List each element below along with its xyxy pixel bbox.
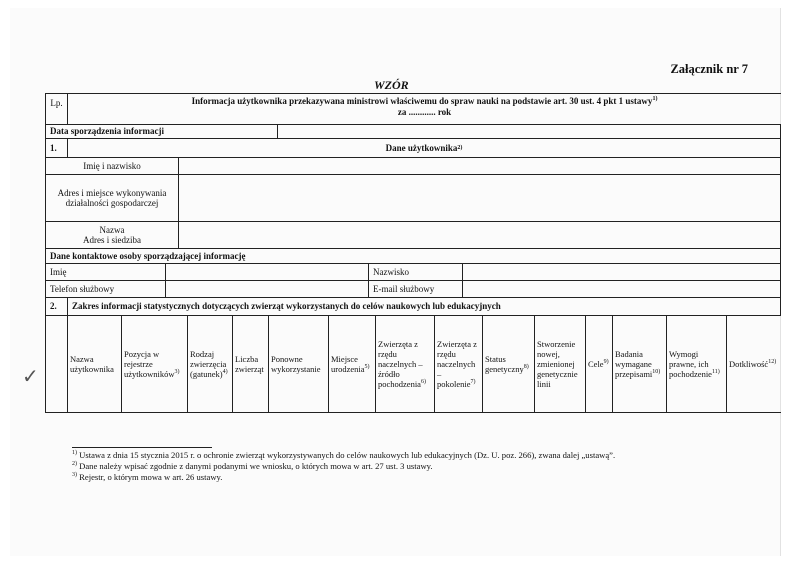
column-header — [535, 316, 586, 412]
footnotes — [72, 450, 615, 483]
column-header-footnote: 10) — [652, 369, 661, 376]
column-header-text: Wymogi prawne, ich pochodzenie — [669, 349, 712, 379]
column-header-text: Stworzenie nowej, zmienionej genetycznie linii — [537, 339, 578, 389]
column-header — [586, 316, 613, 412]
column-header-footnote: 4) — [222, 369, 228, 376]
email-field[interactable] — [463, 281, 781, 297]
year-line: za ............ rok — [397, 107, 452, 117]
column-header-footnote: 3) — [174, 369, 180, 376]
column-header-text: Liczba zwierząt — [235, 354, 264, 374]
phone-field[interactable] — [166, 281, 369, 297]
column-header-footnote: 8) — [523, 364, 529, 371]
column-header-text: Zwierzęta z rzędu naczelnych – źródło pochodzenia — [378, 339, 423, 389]
column-header-text: Status genetyczny — [485, 354, 524, 374]
section1-title: Dane użytkownika 2) — [68, 139, 781, 157]
footnote-text: Ustawa z dnia 15 stycznia 2015 r. o ochronie zwierząt wykorzystywanych do celów naukowych lub edukacyjnych (Dz. U. poz. 266), zwana dalej „ustawą”. — [79, 450, 616, 460]
column-header-text: Pozycja w rejestrze użytkowników — [124, 349, 175, 379]
contact-header — [46, 249, 781, 264]
address-label — [46, 175, 179, 221]
column-header — [727, 316, 781, 412]
form-title-text: Informacja użytkownika przekazywana ministrowi właściwemu do spraw nauki na podstawie art. 30 ust. 4 pkt 1 ustawy — [191, 96, 653, 106]
footnote-mark: 1) — [72, 450, 77, 457]
column-header-footnote: 11) — [711, 369, 720, 376]
column-header-text: Cele — [588, 359, 604, 369]
column-header-footnote: 9) — [603, 359, 609, 366]
date-field[interactable] — [278, 125, 781, 138]
first-name-label: Imię — [46, 264, 166, 280]
phone-label: Telefon służbowy — [46, 281, 166, 297]
company-label-line1: Nazwa — [99, 224, 125, 235]
column-header-footnote: 6) — [420, 379, 426, 386]
contact-title: Dane kontaktowe osoby sporządzającej informację — [46, 249, 781, 263]
column-header — [376, 316, 435, 412]
footnote-item — [72, 450, 615, 461]
section2-number: 2. — [46, 298, 68, 315]
address-field[interactable] — [179, 175, 781, 221]
column-header-text: Badania wymagane przepisami — [615, 349, 653, 379]
statistics-header-row — [46, 316, 781, 413]
column-header — [188, 316, 233, 412]
title-row — [46, 94, 781, 125]
column-header-text: Ponowne wykorzystanie — [271, 354, 321, 374]
form-table — [45, 93, 781, 413]
column-header-text: Zwierzęta z rzędu naczelnych – pokolenie — [437, 339, 477, 389]
model-label: WZÓR — [374, 78, 409, 92]
section1-number: 1. — [46, 139, 68, 157]
column-header-text: Rodzaj zwierzęcia (gatunek) — [190, 349, 227, 379]
lp-header: Lp. — [46, 94, 68, 124]
email-label: E-mail służbowy — [369, 281, 463, 297]
contact-phone-row — [46, 281, 781, 298]
column-header — [233, 316, 269, 412]
name-label: Imię i nazwisko — [46, 158, 179, 174]
footnote-mark: 3) — [72, 472, 77, 479]
address-label-line2: działalności gospodarczej — [65, 198, 159, 208]
section2-title: Zakres informacji statystycznych dotyczących zwierząt wykorzystanych do celów naukowych lub edukacyjnych — [68, 298, 781, 315]
company-row — [46, 222, 781, 249]
section2-header — [46, 298, 781, 316]
form-title — [68, 96, 781, 118]
column-header — [122, 316, 188, 412]
address-row — [46, 175, 781, 222]
column-header — [667, 316, 727, 412]
footnote-mark: 2) — [72, 461, 77, 468]
name-row — [46, 158, 781, 175]
margin-checkmark: ✓ — [22, 364, 39, 388]
date-label: Data sporządzenia informacji — [46, 125, 278, 138]
column-header — [483, 316, 535, 412]
name-field[interactable] — [179, 158, 781, 174]
column-header-text: Miejsce urodzenia — [331, 354, 365, 374]
column-header — [435, 316, 483, 412]
column-header-footnote: 12) — [768, 359, 777, 366]
footnote-item — [72, 472, 615, 483]
statistics-lp-cell — [46, 316, 68, 412]
footnote-item — [72, 461, 615, 472]
column-header — [329, 316, 376, 412]
attachment-label: Załącznik nr 7 — [670, 62, 748, 76]
surname-label: Nazwisko — [369, 264, 463, 280]
footnote-text: Rejestr, o którym mowa w art. 26 ustawy. — [79, 472, 223, 482]
section1-title-text: Dane użytkownika — [385, 142, 458, 153]
first-name-field[interactable] — [166, 264, 369, 280]
date-row — [46, 125, 781, 139]
column-header — [613, 316, 667, 412]
column-header-footnote: 7) — [470, 379, 476, 386]
footnote-text: Dane należy wpisać zgodnie z danymi podanymi we wniosku, o których mowa w art. 27 ust. 3 ustawy. — [79, 461, 433, 471]
column-header — [68, 316, 122, 412]
address-label-line1: Adres i miejsce wykonywania — [57, 187, 167, 198]
surname-field[interactable] — [463, 264, 781, 280]
column-header-text: Dotkliwość — [729, 359, 769, 369]
company-label-line2: Adres i siedziba — [83, 235, 141, 245]
column-header-text: Nazwa użytkownika — [70, 354, 114, 374]
contact-name-row — [46, 264, 781, 281]
column-header-footnote: 5) — [364, 364, 370, 371]
column-header — [269, 316, 329, 412]
form-title-footnote: 1) — [652, 96, 658, 102]
footnote-separator — [72, 447, 212, 448]
section1-header — [46, 139, 781, 158]
company-field[interactable] — [179, 222, 781, 248]
company-label — [46, 222, 179, 248]
